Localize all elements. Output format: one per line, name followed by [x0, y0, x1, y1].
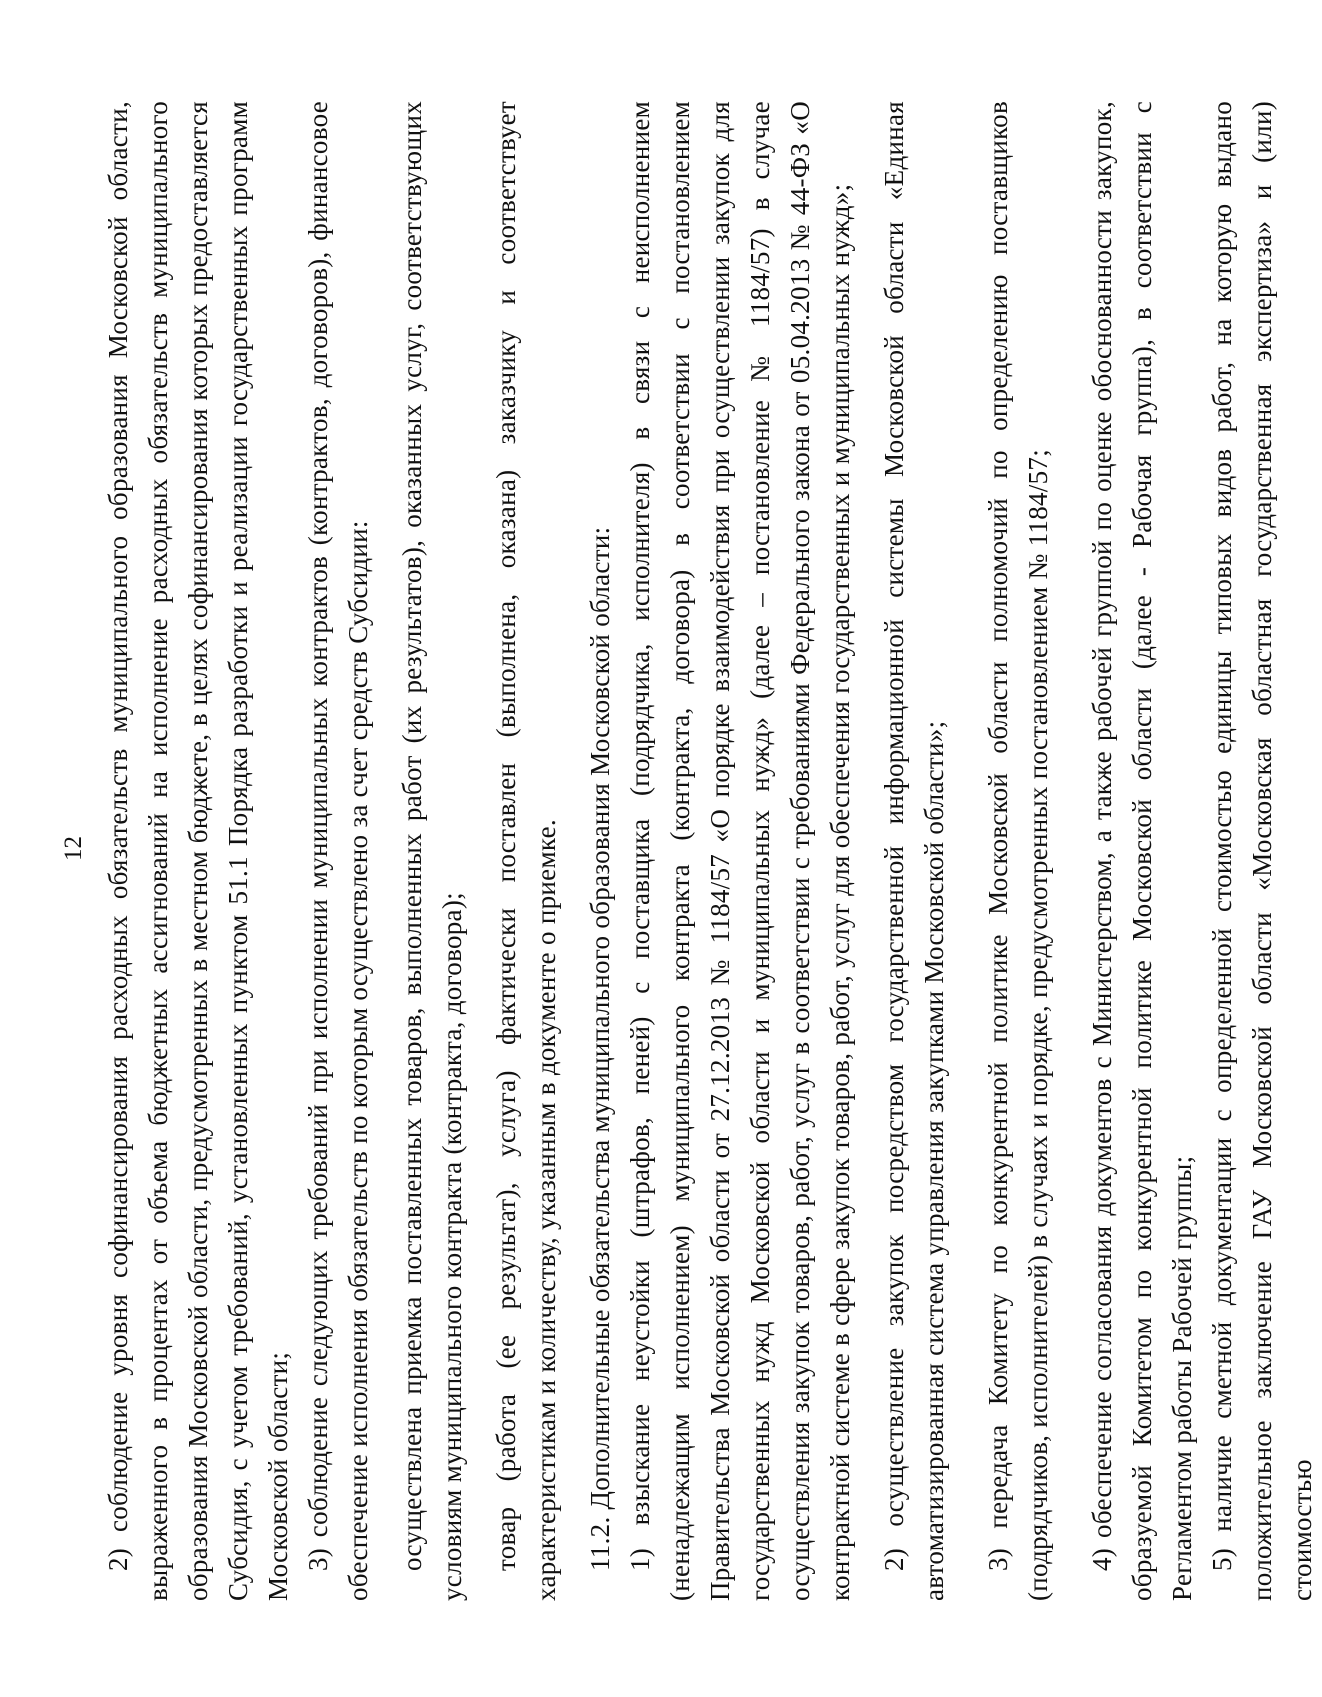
paragraph-goods-delivered: товар (работа (ее результат), услуга) фактически поставлен (выполнена, оказана) заказчику и соответствует характеристикам и количеству, указанным в документе о приемке.: [491, 101, 561, 1601]
paragraph-11-2-heading: 11.2. Дополнительные обязательства муниципального образования Московской области:: [585, 526, 615, 1571]
paragraph-committee-transfer: 3) передача Комитету по конкурентной политике Московской области полномочий по определению поставщиков (подрядчиков, исполнителей) в случаях и порядке, предусмотренных постановлением № 1184/57;: [983, 101, 1053, 1601]
page-number: 12: [60, 836, 87, 861]
paragraph-acceptance: осуществлена приемка поставленных товаров, выполненных работ (их результатов), оказанных услуг, соответствующих условиям муниципального контракта (контракта, договора);: [397, 101, 467, 1601]
paragraph-estimate-documentation: 5) наличие сметной документации с определенной стоимостью единицы типовых видов работ, на которую выдано положительное заключение ГАУ Московской области «Московская областная государственная экспертиза» и (или) стоимостью: [1207, 101, 1317, 1601]
paragraph-3-contract-requirements: 3) соблюдение следующих требований при исполнении муниципальных контрактов (контрактов, договоров), финансовое обеспечение исполнения обязательств по которым осуществлено за счет средств Субсидии:: [303, 101, 373, 1601]
paragraph-penalty-recovery: 1) взыскание неустойки (штрафов, пеней) с поставщика (подрядчика, исполнителя) в связи с неисполнением (ненадлежащим исполнением) муниципального контракта (контракта, договора) в соответствии с постановлением Правительства Московской области от 27.12.2013 № 1184/57 «О порядке взаимодействия при осуществлении закупок для государственных нужд Московской области и муниципальных нужд» (далее – постановление № 1184/57) в случае осуществления закупок товаров, работ, услуг в соответствии с требованиями Федерального закона от 05.04.2013 № 44-ФЗ «О контрактной системе в сфере закупок товаров, работ, услуг для обеспечения государственных и муниципальных нужд»;: [625, 101, 855, 1601]
paragraph-2-cofinancing: 2) соблюдение уровня софинансирования расходных обязательств муниципального образования Московской области, выраженного в процентах от объема бюджетных ассигнований на исполнение расходных обязательств муниципального образования Московской области, предусмотренных в местном бюджете, в целях софинансирования которых предоставляется Субсидия, с учетом требований, установленных пунктом 51.1 Порядка разработки и реализации государственных программ Московской области;: [103, 101, 293, 1601]
paragraph-document-approval: 4) обеспечение согласования документов с Министерством, а также рабочей группой по оценке обоснованности закупок, образуемой Комитетом по конкурентной политике Московской области (далее - Рабочая группа), в соответствии с Регламентом работы Рабочей группы;: [1087, 101, 1197, 1601]
paragraph-procurement-system: 2) осуществление закупок посредством государственной информационной системы Московской области «Единая автоматизированная система управления закупками Московской области»;: [879, 101, 949, 1601]
document-body: [98, 101, 1322, 1601]
